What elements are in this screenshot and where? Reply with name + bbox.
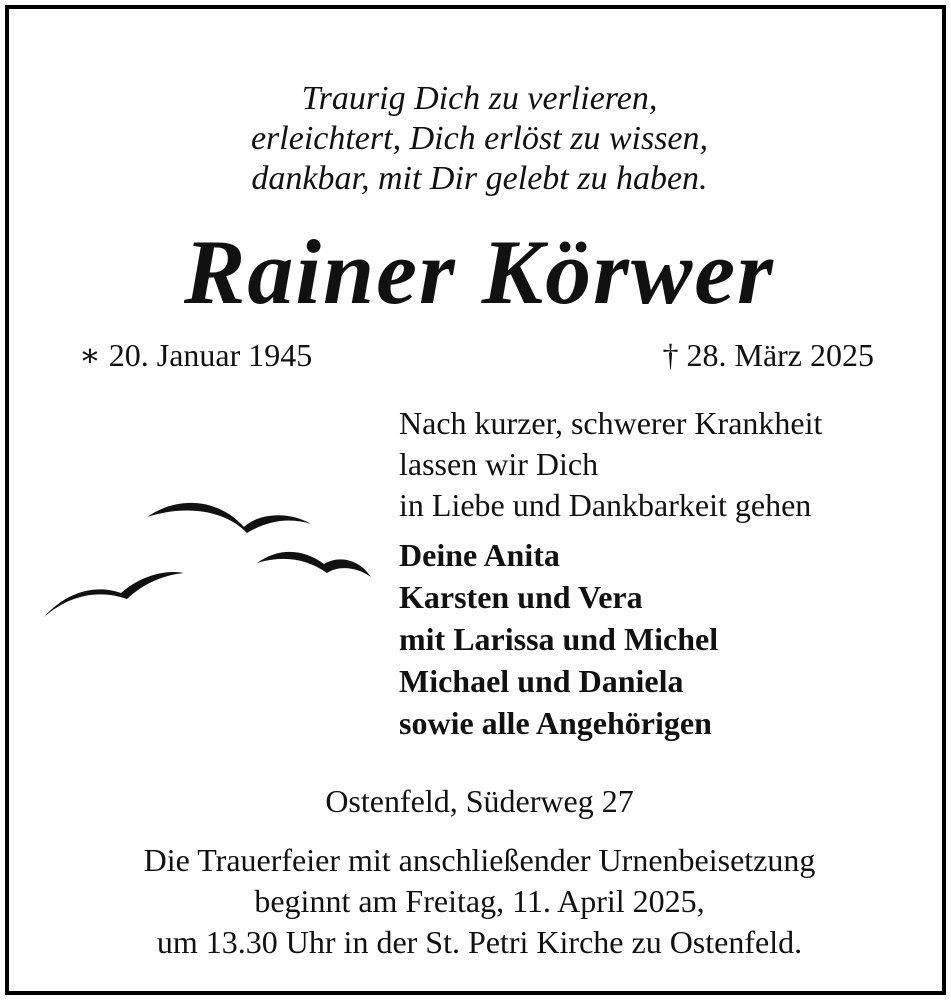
deceased-name: Rainer Körwer [184, 221, 775, 323]
quote-line: Traurig Dich zu verlieren, [301, 80, 658, 117]
death-date: † 28. März 2025 [662, 337, 874, 373]
quote-line: erleichtert, Dich erlöst zu wissen, [250, 120, 709, 157]
bird-icon [44, 572, 184, 617]
mourner-entry: Deine Anita [399, 537, 560, 573]
flying-birds-icon [39, 489, 379, 639]
memorial-quote [9, 79, 950, 199]
service-line: um 13.30 Uhr in der St. Petri Kirche zu Ostenfeld. [156, 924, 803, 960]
bird-icon [257, 552, 371, 577]
service-line: Die Trauerfeier mit anschließender Urnenbeisetzung [143, 842, 816, 878]
quote-line: dankbar, mit Dir gelebt zu haben. [251, 160, 708, 197]
bird-icon [147, 503, 311, 533]
mourner-entry: Karsten und Vera [399, 579, 643, 615]
obituary-frame [5, 5, 946, 995]
message-line: in Liebe und Dankbarkeit gehen [399, 487, 812, 523]
message-line: Nach kurzer, schwerer Krankheit [399, 405, 823, 441]
funeral-service-info [9, 840, 950, 963]
mourner-entry: sowie alle Angehörigen [399, 705, 712, 741]
farewell-message [399, 403, 822, 526]
family-address: Ostenfeld, Süderweg 27 [325, 783, 634, 819]
service-line: beginnt am Freitag, 11. April 2025, [254, 883, 705, 919]
mourner-entry: mit Larissa und Michel [399, 621, 719, 657]
mourners-list [399, 534, 718, 744]
message-line: lassen wir Dich [399, 446, 599, 482]
mourner-entry: Michael und Daniela [399, 663, 684, 699]
birth-date: ∗ 20. Januar 1945 [79, 337, 313, 373]
